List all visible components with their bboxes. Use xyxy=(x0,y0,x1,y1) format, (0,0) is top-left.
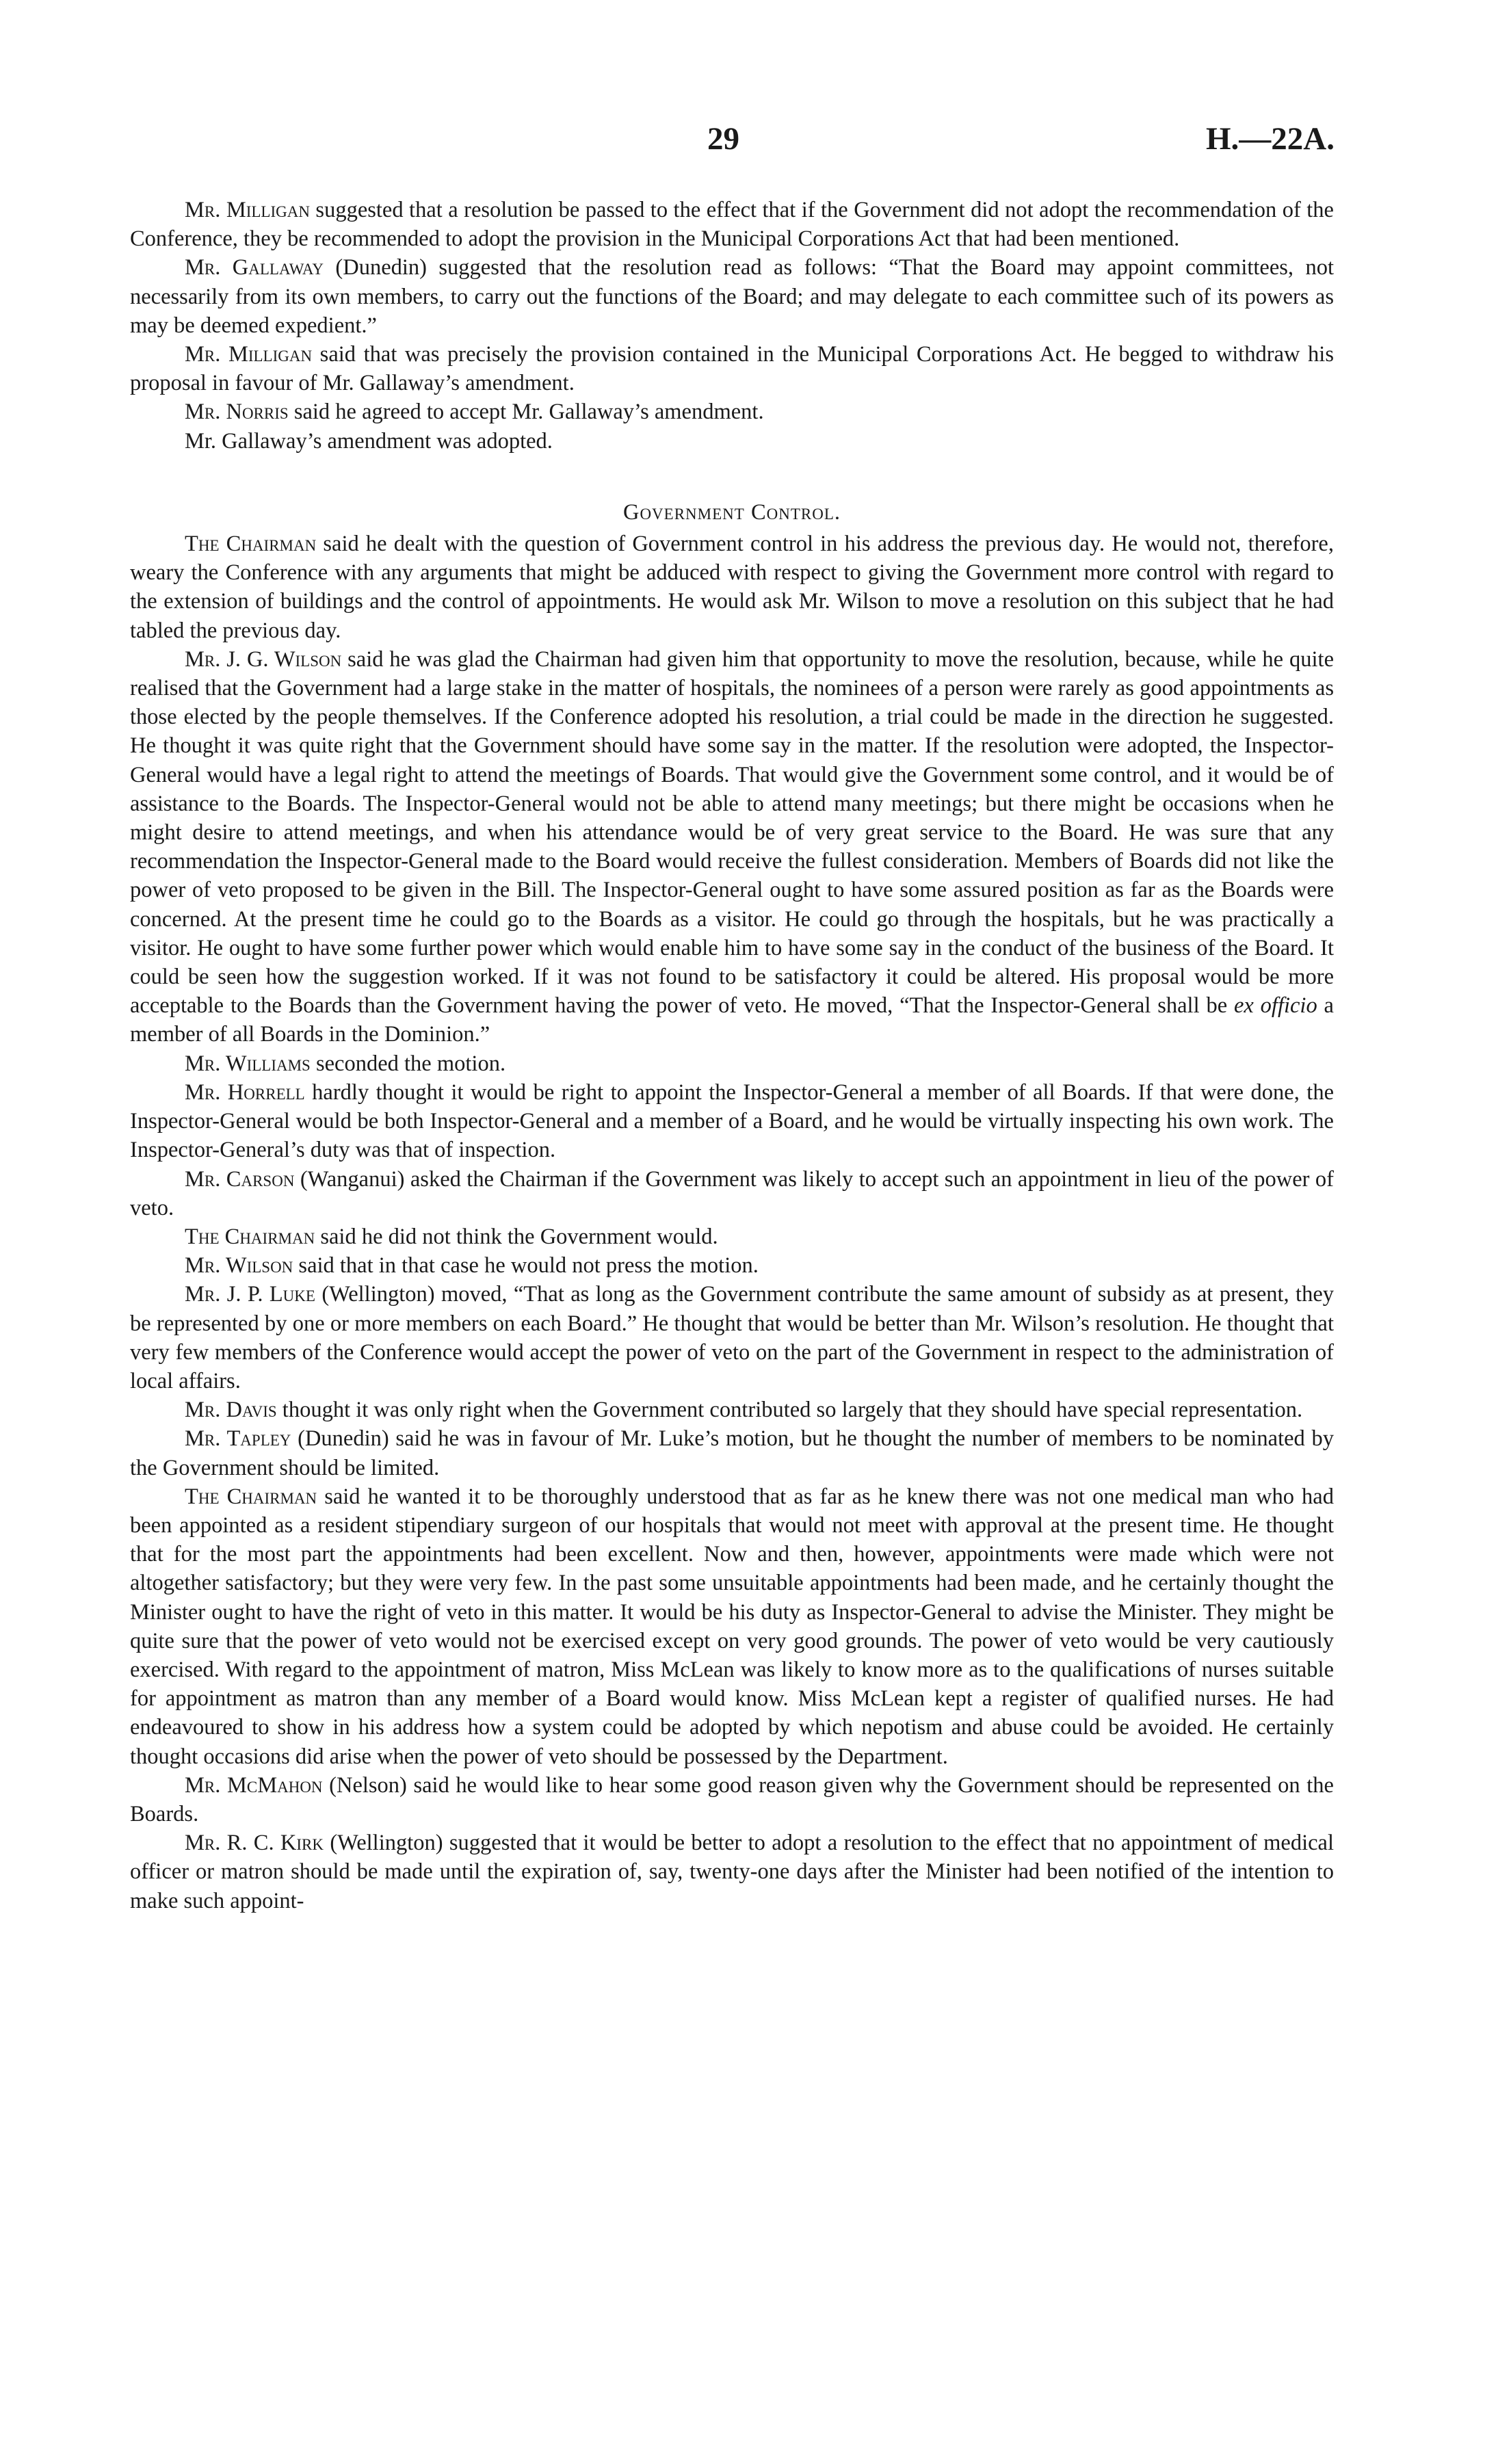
paragraph-text: said he was glad the Chairman had given him that opportunity to move the resolution, because, while he quite realised that the Government had a large stake in the matter of hospitals, the nominees of a person were rarely as good appointments as those elected by the people themselves. If the Conference adopted his resolution, a trial could be made in the direction he suggested. He thought it was quite right that the Government should have some say in the matter. If the resolution were adopted, the Inspector-General would have a legal right to attend the meetings of Boards. That would give the Government some control, and it would be of assistance to the Boards. The Inspector-General would not be able to attend many meetings; but there might be occasions when he might desire to attend meetings, and when his attendance would be of very great service to the Board. He was sure that any recommendation the Inspector-General made to the Board would receive the fullest consideration. Members of Boards did not like the power of veto proposed to be given in the Bill. The Inspector-General ought to have some assured position as far as the Boards were concerned. At the present time he could go to the Boards as a visitor. He could go through the hospitals, but he was practically a visitor. He ought to have some further power which would enable him to have some say in the conduct of the business of the Board. It could be seen how the suggestion worked. If it was not found to be satisfactory it could be altered. His proposal would be more acceptable to the Boards than the Government having the power of veto. He moved, “That the Inspector-General shall be xyxy=(130,646,1334,1019)
paragraph-text: Mr. Gallaway’s amendment was adopted. xyxy=(185,428,553,454)
paragraph-text: suggested that a resolution be passed to the effect that if the Government did not adopt the recommendation of the Conference, they be recommended to adopt the provision in the Municipal Corporations Act that had been mentioned. xyxy=(130,198,1334,252)
paragraph xyxy=(130,1395,1334,1424)
speaker-name: Mr. Wilson xyxy=(185,1253,293,1279)
paragraph xyxy=(130,1482,1334,1771)
paragraph-text-continued: a member of all Boards in the Dominion.” xyxy=(130,993,1334,1047)
paragraph-text: (Wellington) suggested that it would be better to adopt a resolution to the effect that no appointment of medical officer or matron should be made until the expiration of, say, twenty-one days after the Minister had been notified of the intention to make such appoint- xyxy=(130,1831,1334,1913)
paragraph-text: (Dunedin) suggested that the resolution read as follows: “That the Board may appoint committees, not necessarily from its own members, to carry out the functions of the Board; and may delegate to each committee such of its powers as may be deemed expedient.” xyxy=(130,255,1334,338)
paragraph xyxy=(130,1829,1334,1915)
paragraph xyxy=(130,253,1334,340)
speaker-name: Mr. Norris xyxy=(185,399,289,425)
speaker-name: Mr. J. G. Wilson xyxy=(185,646,342,672)
speaker-name: Mr. Milligan xyxy=(185,342,313,367)
paragraph xyxy=(130,397,1334,426)
paragraph-text: thought it was only right when the Government contributed so largely that they should have special representation. xyxy=(276,1398,1303,1423)
speaker-name: Mr. McMahon xyxy=(185,1772,323,1798)
paragraph xyxy=(130,340,1334,397)
paragraph-text: (Wanganui) asked the Chairman if the Government was likely to accept such an appointment in lieu of the power of veto. xyxy=(130,1166,1334,1220)
paragraph-text: (Nelson) said he would like to hear some good reason given why the Government should be represented on the Boards. xyxy=(130,1772,1334,1826)
speaker-name: Mr. R. C. Kirk xyxy=(185,1831,324,1856)
paragraph-text: said that was precisely the provision contained in the Municipal Corporations Act. He begged to withdraw his proposal in favour of Mr. Gallaway’s amendment. xyxy=(130,342,1334,396)
proceedings-block-1 xyxy=(130,196,1334,456)
paragraph xyxy=(130,1222,1334,1251)
paragraph-text: hardly thought it would be right to appoint the Inspector-General a member of all Boards. If that were done, the Inspector-General would be both Inspector-General and a member of a Board, and he would be virtually inspecting his own work. The Inspector-General’s duty was that of inspection. xyxy=(130,1079,1334,1163)
page-header xyxy=(0,120,1511,168)
paragraph xyxy=(130,529,1334,645)
paragraph xyxy=(130,1280,1334,1395)
paragraph xyxy=(130,196,1334,253)
document-body xyxy=(130,196,1334,1915)
speaker-name: The Chairman xyxy=(185,1484,317,1509)
paragraph-text: said he dealt with the question of Government control in his address the previous day. He would not, therefore, weary the Conference with any arguments that might be adduced with respect to giving the Government more control with regard to the extension of buildings and the control of appointments. He would ask Mr. Wilson to move a resolution on this subject that he had tabled the previous day. xyxy=(130,532,1334,643)
paragraph-text: (Dunedin) said he was in favour of Mr. Luke’s motion, but he thought the number of members to be nominated by the Government should be limited. xyxy=(130,1426,1334,1480)
paragraph xyxy=(130,1049,1334,1078)
speaker-name: Mr. Horrell xyxy=(185,1079,305,1105)
speaker-name: Mr. Tapley xyxy=(185,1426,291,1452)
paragraph xyxy=(130,1165,1334,1222)
paragraph-text: (Wellington) moved, “That as long as the Government contribute the same amount of subsidy as at present, they be represented by one or more members on each Board.” He thought that would be better than Mr. Wilson’s resolution. He thought that very few members of the Conference would accept the power of veto on the part of the Government in respect to the administration of local affairs. xyxy=(130,1282,1334,1393)
paragraph xyxy=(130,1424,1334,1482)
paragraph-text: said that in that case he would not press the motion. xyxy=(293,1253,759,1279)
speaker-name: Mr. Davis xyxy=(185,1398,277,1423)
speaker-name: The Chairman xyxy=(185,532,317,557)
section-heading: Government Control. xyxy=(622,499,841,525)
speaker-name: Mr. J. P. Luke xyxy=(185,1282,315,1307)
paragraph-text: said he agreed to accept Mr. Gallaway’s amendment. xyxy=(288,399,764,425)
proceedings-block-2 xyxy=(130,529,1334,1915)
paragraph xyxy=(130,1771,1334,1829)
paragraph xyxy=(130,645,1334,1049)
italic-term: ex officio xyxy=(1233,993,1317,1019)
paragraph-text: said he wanted it to be thoroughly understood that as far as he knew there was not one medical man who had been appointed as a resident stipendiary surgeon of our hospitals that would not meet with approval at the present time. He thought that for the most part the appointments had been excellent. Now and then, however, appointments were made which were not altogether satisfactory; but they were very few. In the past some unsuitable appointments had been made, and he certainly thought the Minister ought to have the right of veto in this matter. It would be his duty as Inspector-General to advise the Minister. They might be quite sure that the power of veto would not be exercised except on very good grounds. The power of veto would be very cautiously exercised. With regard to the appointment of matron, Miss McLean was likely to know more as to the qualifications of nurses suitable for appointment as matron than any member of a Board would know. Miss McLean kept a register of qualified nurses. He had endeavoured to show in his address how a system could be adopted by which nepotism and abuse could be avoided. He certainly thought occasions did arise when the power of veto should be possessed by the Department. xyxy=(130,1484,1334,1769)
paragraph xyxy=(130,1251,1334,1280)
speaker-name: Mr. Milligan xyxy=(185,198,310,222)
document-reference: H.—22A. xyxy=(1206,121,1335,157)
speaker-name: Mr. Carson xyxy=(185,1166,295,1192)
paragraph xyxy=(130,427,1334,456)
speaker-name: The Chairman xyxy=(185,1224,315,1249)
page-number: 29 xyxy=(707,121,739,157)
paragraph xyxy=(130,1078,1334,1165)
paragraph-text: seconded the motion. xyxy=(310,1051,506,1076)
speaker-name: Mr. Williams xyxy=(185,1051,311,1076)
paragraph-text: said he did not think the Government would. xyxy=(315,1224,718,1249)
speaker-name: Mr. Gallaway xyxy=(185,255,324,280)
